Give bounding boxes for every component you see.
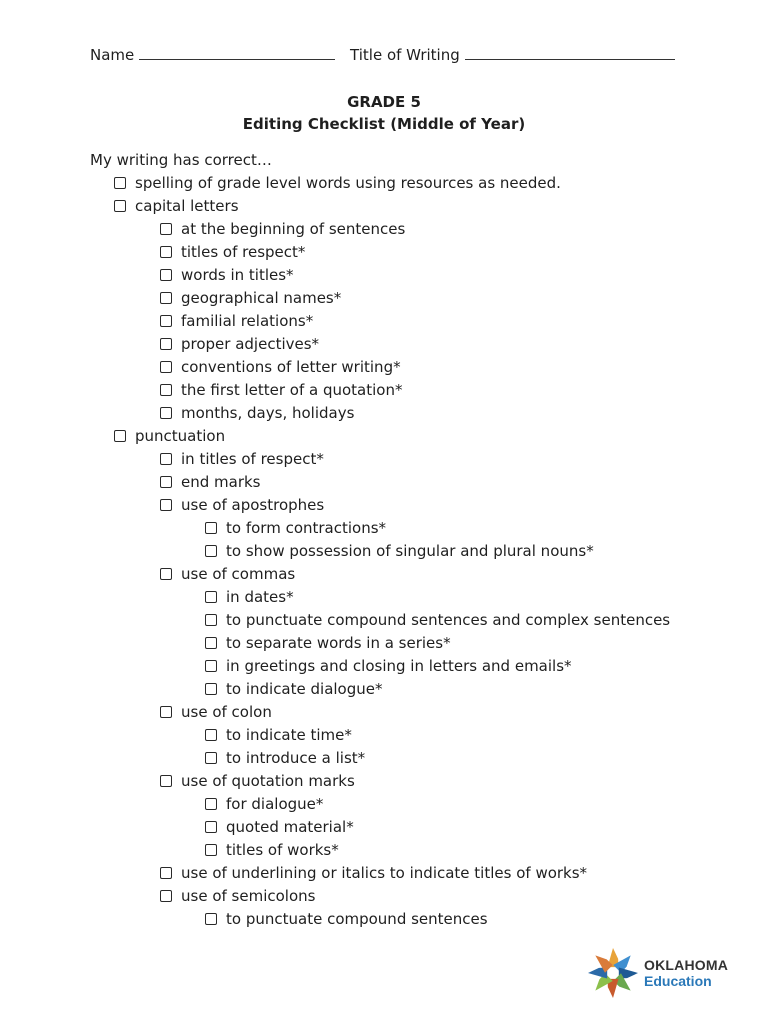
checkbox[interactable] [205, 660, 217, 672]
checklist-item [0, 310, 768, 333]
name-blank-line[interactable] [139, 46, 335, 60]
checkbox[interactable] [205, 683, 217, 695]
checkbox[interactable] [160, 338, 172, 350]
checklist-item [0, 908, 768, 931]
checkbox[interactable] [160, 867, 172, 879]
checkbox[interactable] [160, 223, 172, 235]
checklist-item [0, 172, 768, 195]
checkbox[interactable] [205, 913, 217, 925]
editing-checklist [0, 172, 768, 931]
checkbox[interactable] [160, 706, 172, 718]
checkbox[interactable] [160, 246, 172, 258]
checklist-item [0, 402, 768, 425]
checklist-item [0, 609, 768, 632]
checkbox[interactable] [160, 453, 172, 465]
checklist-item-label: in titles of respect* [181, 450, 324, 468]
checklist-item-label: use of commas [181, 565, 296, 583]
checklist-item [0, 241, 768, 264]
logo-line-2: Education [644, 973, 712, 989]
checklist-item-label: in greetings and closing in letters and emails* [226, 657, 572, 675]
checklist-item [0, 724, 768, 747]
checklist-item [0, 632, 768, 655]
checklist-item-label: titles of respect* [181, 243, 306, 261]
form-header [90, 45, 690, 65]
logo-line-1: OKLAHOMA [644, 957, 729, 973]
checkbox[interactable] [205, 844, 217, 856]
checkbox[interactable] [160, 384, 172, 396]
checklist-item-label: to punctuate compound sentences and complex sentences [226, 611, 671, 629]
checkbox[interactable] [205, 591, 217, 603]
checklist-item [0, 701, 768, 724]
oklahoma-star-icon [586, 945, 640, 1001]
checklist-item-label: spelling of grade level words using resources as needed. [135, 174, 561, 192]
checkbox[interactable] [205, 545, 217, 557]
checkbox[interactable] [160, 407, 172, 419]
checklist-item-label: for dialogue* [226, 795, 324, 813]
checklist-item [0, 333, 768, 356]
checklist-item [0, 448, 768, 471]
checklist-item [0, 540, 768, 563]
checklist-item-label: to indicate time* [226, 726, 352, 744]
checklist-item [0, 885, 768, 908]
checklist-item-label: use of colon [181, 703, 272, 721]
checklist-item-label: to separate words in a series* [226, 634, 451, 652]
checkbox[interactable] [160, 269, 172, 281]
checklist-item [0, 494, 768, 517]
checkbox[interactable] [160, 499, 172, 511]
checklist-item-label: conventions of letter writing* [181, 358, 401, 376]
checklist-item-label: use of apostrophes [181, 496, 325, 514]
checkbox[interactable] [160, 361, 172, 373]
checklist-item-label: use of quotation marks [181, 772, 355, 790]
checklist-item [0, 678, 768, 701]
checklist-item-label: to show possession of singular and plural nouns* [226, 542, 594, 560]
name-label: Name [90, 46, 135, 64]
checklist-item-label: titles of works* [226, 841, 339, 859]
document-title-block [0, 91, 768, 135]
checklist-item-label: months, days, holidays [181, 404, 355, 422]
checklist-item-label: to form contractions* [226, 519, 387, 537]
checkbox[interactable] [114, 430, 126, 442]
checkbox[interactable] [114, 200, 126, 212]
title-of-writing-blank-line[interactable] [465, 46, 675, 60]
checkbox[interactable] [160, 292, 172, 304]
oklahoma-education-logo [586, 945, 736, 1001]
grade-heading: GRADE 5 [347, 93, 421, 111]
checklist-item-label: proper adjectives* [181, 335, 320, 353]
checklist-item [0, 379, 768, 402]
checkbox[interactable] [205, 752, 217, 764]
checkbox[interactable] [205, 614, 217, 626]
checklist-item [0, 839, 768, 862]
checkbox[interactable] [160, 568, 172, 580]
checklist-item [0, 264, 768, 287]
checklist-item [0, 356, 768, 379]
checklist-title: Editing Checklist (Middle of Year) [242, 115, 526, 133]
checkbox[interactable] [205, 637, 217, 649]
checklist-item-label: the first letter of a quotation* [181, 381, 403, 399]
checklist-item [0, 471, 768, 494]
intro-text: My writing has correct… [90, 151, 272, 169]
checklist-item-label: capital letters [135, 197, 239, 215]
checklist-item [0, 195, 768, 218]
checklist-item-label: familial relations* [181, 312, 314, 330]
checkbox[interactable] [160, 476, 172, 488]
checklist-item [0, 655, 768, 678]
checklist-item-label: words in titles* [181, 266, 294, 284]
checklist-item [0, 425, 768, 448]
checklist-item [0, 816, 768, 839]
checklist-item [0, 563, 768, 586]
checklist-item-label: to punctuate compound sentences [226, 910, 488, 928]
checklist-item-label: at the beginning of sentences [181, 220, 406, 238]
checklist-item-label: geographical names* [181, 289, 342, 307]
checklist-item [0, 793, 768, 816]
checkbox[interactable] [205, 798, 217, 810]
checkbox[interactable] [205, 522, 217, 534]
title-of-writing-label: Title of Writing [350, 46, 460, 64]
checklist-item-label: punctuation [135, 427, 226, 445]
checklist-item [0, 218, 768, 241]
checkbox[interactable] [160, 890, 172, 902]
checklist-item [0, 770, 768, 793]
checklist-item [0, 747, 768, 770]
checkbox[interactable] [160, 775, 172, 787]
checklist-item-label: to indicate dialogue* [226, 680, 383, 698]
checklist-item [0, 287, 768, 310]
checklist-item [0, 586, 768, 609]
checklist-item-label: in dates* [226, 588, 294, 606]
checklist-item-label: use of semicolons [181, 887, 316, 905]
checklist-item-label: quoted material* [226, 818, 354, 836]
checklist-item-label: end marks [181, 473, 261, 491]
checkbox[interactable] [205, 729, 217, 741]
checkbox[interactable] [205, 821, 217, 833]
checklist-item-label: to introduce a list* [226, 749, 366, 767]
checklist-item [0, 862, 768, 885]
checklist-item [0, 517, 768, 540]
checkbox[interactable] [160, 315, 172, 327]
checkbox[interactable] [114, 177, 126, 189]
checklist-item-label: use of underlining or italics to indicate titles of works* [181, 864, 588, 882]
